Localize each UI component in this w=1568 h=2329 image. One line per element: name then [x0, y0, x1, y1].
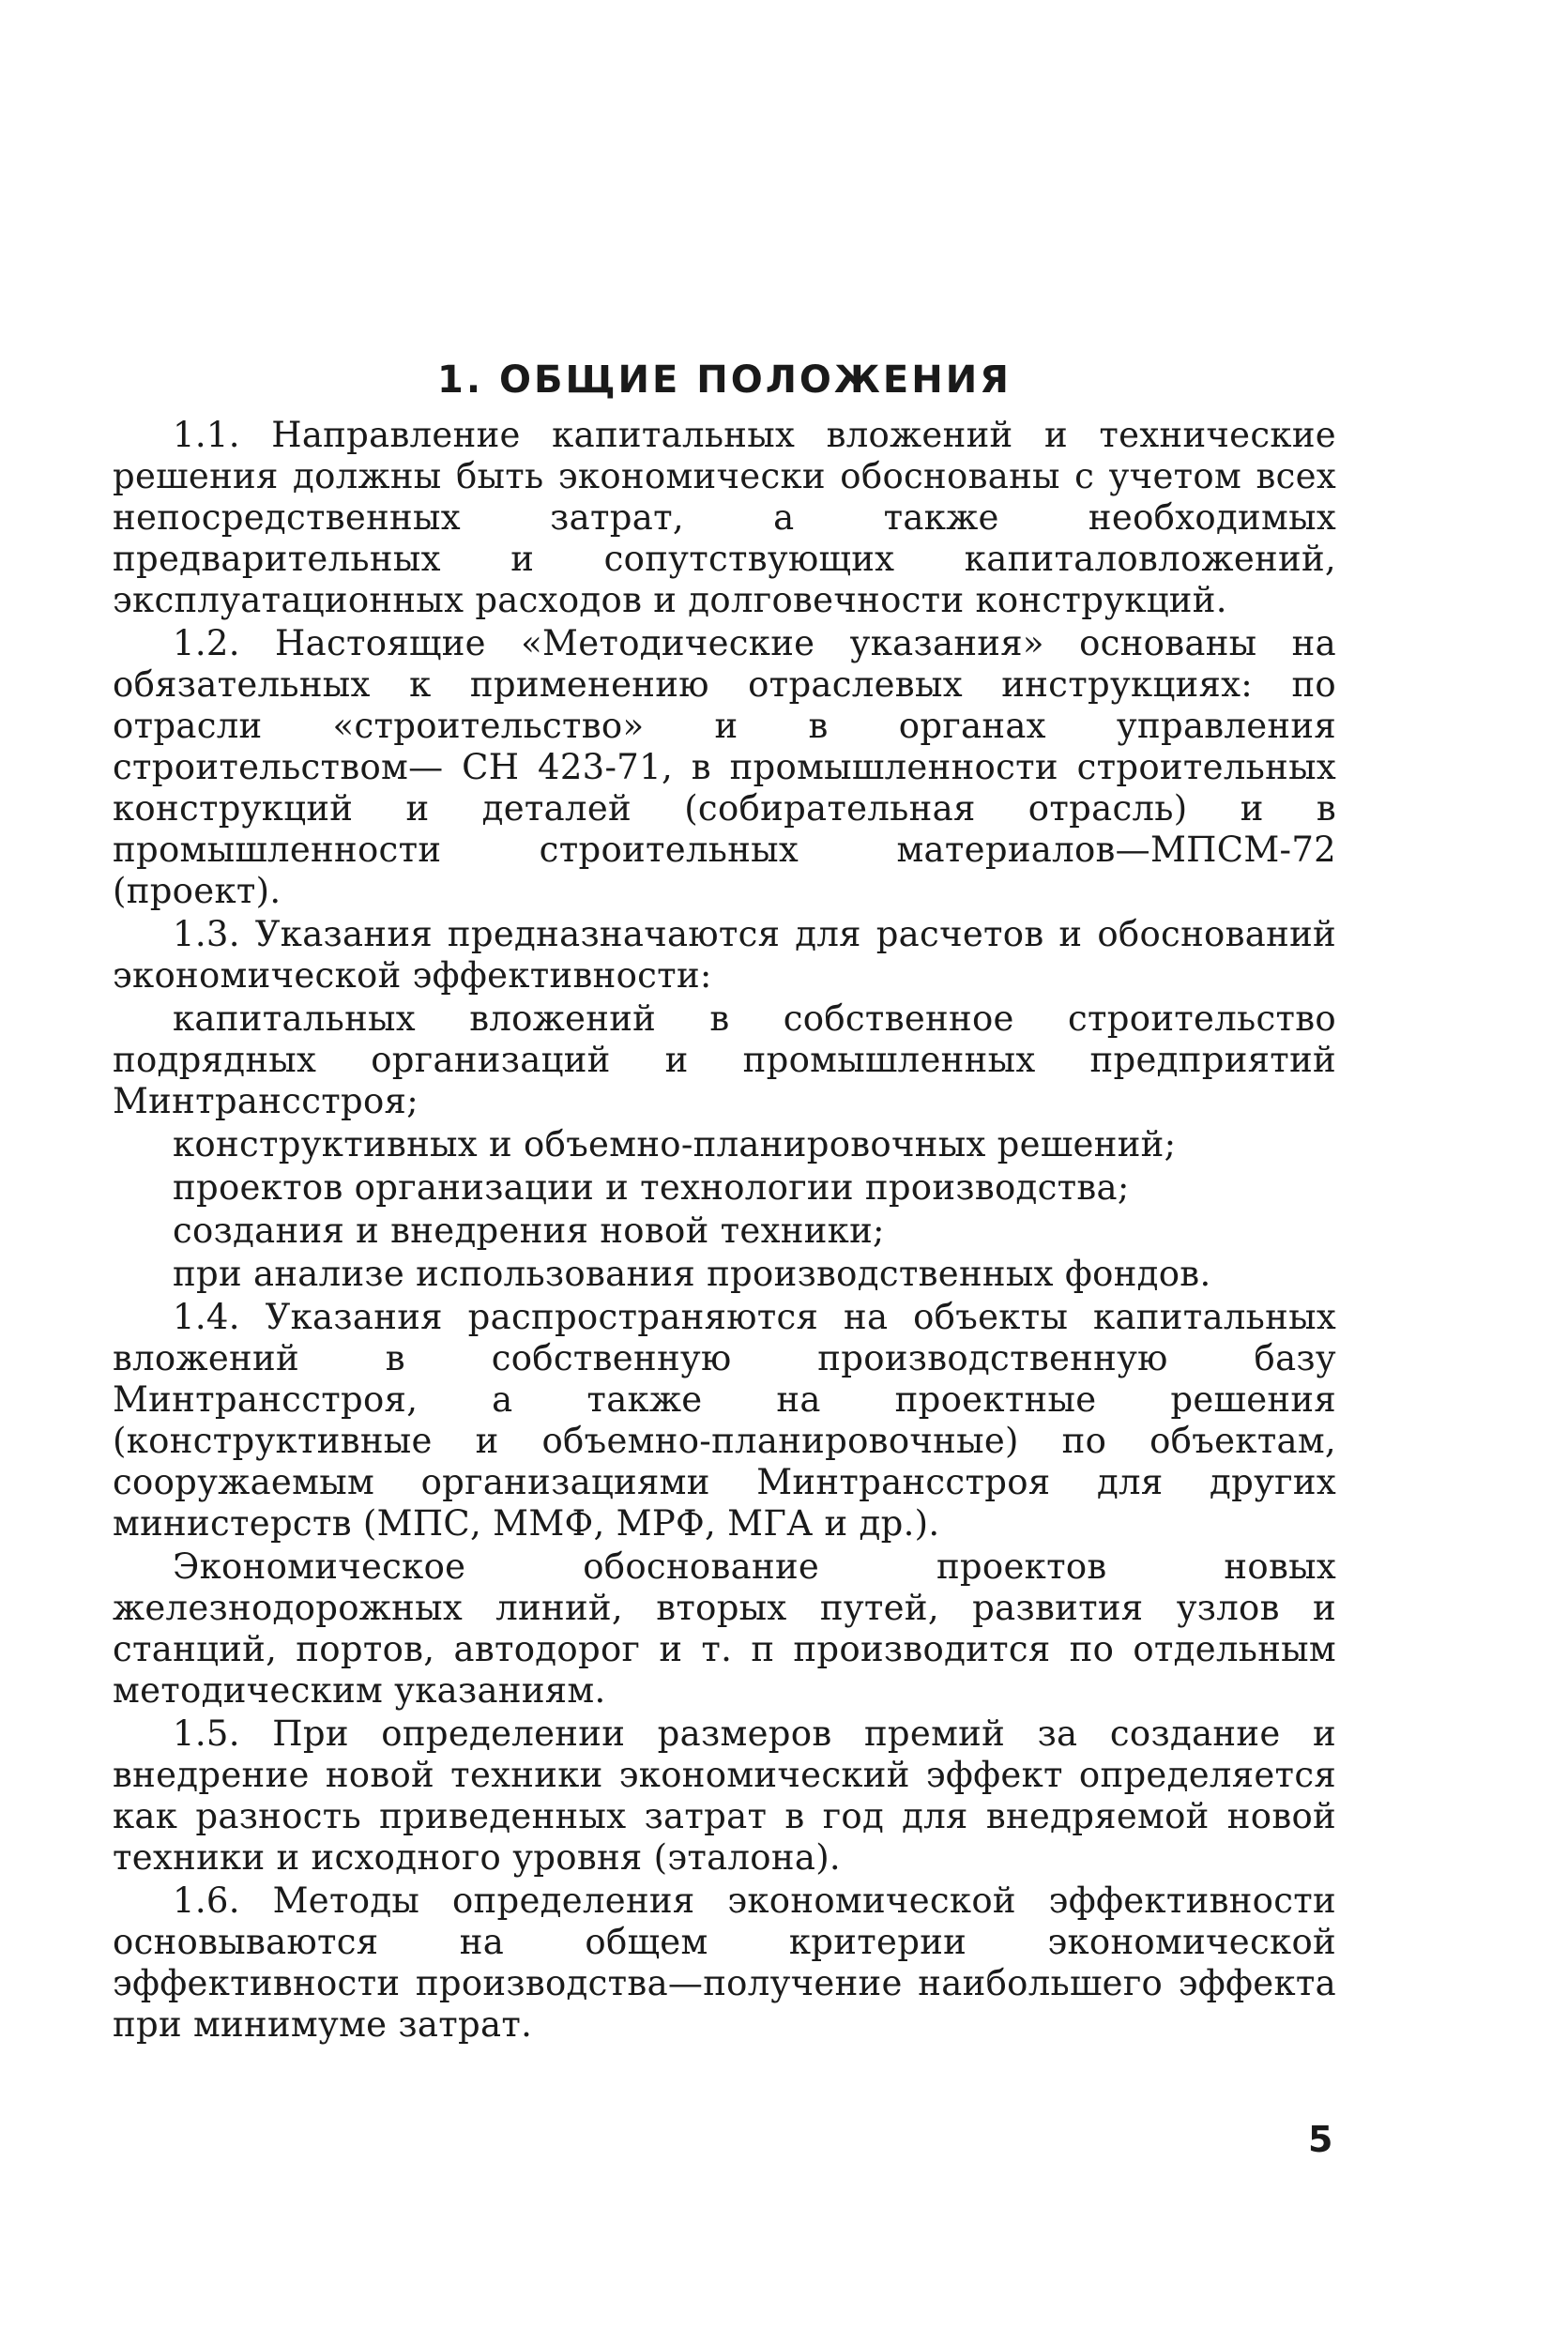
paragraph-1-2: 1.2. Настоящие «Методические указания» основаны на обязательных к применению отраслевых инструкциях: по отрасли «строительство» и в органах управления строительством— СН 423-71, в промышленности строительных конструкций и деталей (собирательная отрасль) и в промышленности строительных материалов—МПСМ-72 (проект).: [113, 623, 1336, 911]
paragraph-1-3: 1.3. Указания предназначаются для расчетов и обоснований экономической эффективности:: [113, 914, 1336, 996]
list-item: создания и внедрения новой техники;: [173, 1210, 885, 1251]
paragraph-1-1: 1.1. Направление капитальных вложений и технические решения должны быть экономически обоснованы с учетом всех непосредственных затрат, а также необходимых предварительных и сопутствующих капиталовложений, эксплуатационных расходов и долговечности конструкций.: [113, 415, 1336, 620]
list-item: капитальных вложений в собственное строительство подрядных организаций и промышленных предприятий Минтрансстроя;: [113, 998, 1336, 1121]
paragraph-1-4: 1.4. Указания распространяются на объекты капитальных вложений в собственную производственную базу Минтрансстроя, а также на проектные решения (конструктивные и объемно-планировочные) по объектам, сооружаемым организациями Минтрансстроя для других министерств (МПС, ММФ, МРФ, МГА и др.).: [113, 1297, 1336, 1544]
page-number: 5: [1308, 2119, 1333, 2160]
section-heading: 1. ОБЩИЕ ПОЛОЖЕНИЯ: [437, 358, 1012, 402]
paragraph-1-6: 1.6. Методы определения экономической эффективности основываются на общем критерии экономической эффективности производства—получение наибольшего эффекта при минимуме затрат.: [113, 1880, 1336, 2045]
document-page: [113, 358, 1336, 2047]
list-item: конструктивных и объемно-планировочных решений;: [173, 1124, 1177, 1164]
list-item: проектов организации и технологии производства;: [173, 1167, 1130, 1208]
paragraph-1-5: 1.5. При определении размеров премий за создание и внедрение новой техники экономический эффект определяется как разность приведенных затрат в год для внедряемой новой техники и исходного уровня (эталона).: [113, 1713, 1336, 1878]
list-item: при анализе использования производственных фондов.: [173, 1254, 1211, 1294]
paragraph-1-4-note: Экономическое обоснование проектов новых железнодорожных линий, вторых путей, развития узлов и станций, портов, автодорог и т. п производится по отдельным методическим указаниям.: [113, 1546, 1336, 1711]
